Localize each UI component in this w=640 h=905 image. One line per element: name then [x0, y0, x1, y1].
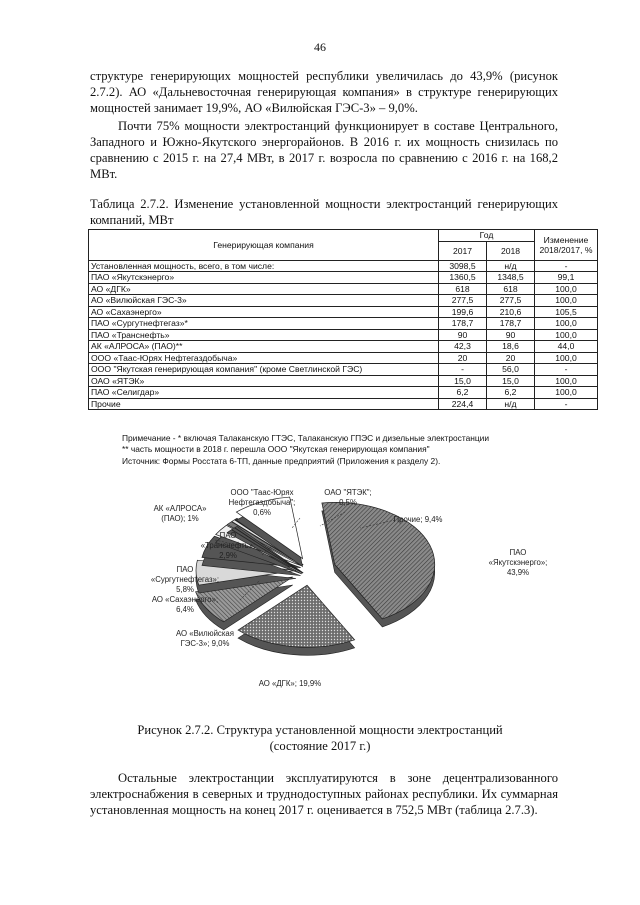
row-2018: 20: [487, 352, 535, 364]
header-year: Год: [439, 230, 535, 242]
row-2017: 224,4: [439, 398, 487, 410]
row-change: -: [535, 260, 598, 272]
row-change: 44,0: [535, 341, 598, 353]
table-row: [89, 306, 598, 318]
row-2017: 42,3: [439, 341, 487, 353]
table-row: [89, 352, 598, 364]
row-2018: 210,6: [487, 306, 535, 318]
pie-label-surgut: «Сургутнефтегаз»;: [150, 575, 220, 584]
table-row: [89, 283, 598, 295]
row-name: АО «Сахаэнерго»: [89, 306, 439, 318]
row-2018: 1348,5: [487, 272, 535, 284]
row-2017: 15,0: [439, 375, 487, 387]
row-name: ОАО «ЯТЭК»: [89, 375, 439, 387]
pie-label-saha: 6,4%: [176, 605, 194, 614]
pie-label-dgk: АО «ДГК»; 19,9%: [258, 679, 322, 688]
pie-label-yakutsk: ПАО: [509, 548, 527, 557]
figure-caption-line-1: Рисунок 2.7.2. Структура установленной мощности электростанций: [137, 723, 503, 737]
pie-chart: [0, 470, 640, 715]
row-2018: н/д: [487, 398, 535, 410]
row-name: Прочие: [89, 398, 439, 410]
row-name: ООО «Таас-Юрях Нефтегаздобыча»: [89, 352, 439, 364]
pie-label-vilyui: ГЭС-3»; 9,0%: [180, 639, 230, 648]
row-name: ООО "Якутская генерирующая компания" (кроме Светлинской ГЭС): [89, 364, 439, 376]
row-change: 100,0: [535, 318, 598, 330]
table-row: [89, 272, 598, 284]
table-note-3: Источник: Формы Росстата 6-ТП, данные предприятий (Приложения к разделу 2).: [122, 456, 441, 466]
header-2017: 2017: [439, 241, 487, 260]
pie-label-yatek: 0,5%: [339, 498, 357, 507]
table-row: [89, 260, 598, 272]
table-caption: Таблица 2.7.2. Изменение установленной мощности электростанций генерирующих компаний, МВт: [90, 197, 558, 227]
row-name: ПАО «Транснефть»: [89, 329, 439, 341]
table-note-2: ** часть мощности в 2018 г. перешла ООО "Якутская генерирующая компания": [122, 444, 430, 454]
pie-label-saha: АО «Сахаэнерго»;: [151, 595, 219, 604]
capacity-table: [88, 229, 598, 410]
row-change: -: [535, 364, 598, 376]
table-row: [89, 364, 598, 376]
row-name: АК «АЛРОСА» (ПАО)**: [89, 341, 439, 353]
row-2017: 1360,5: [439, 272, 487, 284]
pie-label-vilyui: АО «Вилюйская: [176, 629, 234, 638]
pie-label-trans: «Транснефть»;: [200, 541, 256, 550]
row-2018: 618: [487, 283, 535, 295]
row-2017: 3098,5: [439, 260, 487, 272]
row-change: 105,5: [535, 306, 598, 318]
header-2018: 2018: [487, 241, 535, 260]
row-2017: 20: [439, 352, 487, 364]
row-2018: 90: [487, 329, 535, 341]
row-2018: н/д: [487, 260, 535, 272]
table-row: [89, 295, 598, 307]
pie-label-surgut: 5,8%: [176, 585, 194, 594]
row-change: 100,0: [535, 375, 598, 387]
pie-label-surgut: ПАО: [176, 565, 194, 574]
row-name: Установленная мощность, всего, в том числе:: [89, 260, 439, 272]
pie-label-taas: Нефтегаздобыча";: [228, 498, 296, 507]
paragraph-1: структуре генерирующих мощностей республики увеличилась до 43,9% (рисунок 2.7.2). АО «Дальневосточная генерирующая компания» в структуре генерирующих мощностей занимает 19,9%, АО «Вилюйская ГЭС-3» – 9,0%.: [90, 69, 558, 115]
paragraph-2: Почти 75% мощности электростанций функционирует в составе Центрального, Западного и Южно-Якутского энергорайонов. В 2016 г. их мощность снизилась по сравнению с 2015 г. на 27,4 МВт, в 2017 г. возросла по сравнению с 2016 г. на 168,2 МВт.: [90, 119, 558, 181]
table-row: [89, 375, 598, 387]
pie-label-yatek: ОАО "ЯТЭК";: [324, 488, 372, 497]
page-number: 46: [314, 40, 326, 54]
row-name: ПАО «Селигдар»: [89, 387, 439, 399]
row-change: 99,1: [535, 272, 598, 284]
pie-label-yakutsk: «Якутскэнерго»;: [488, 558, 548, 567]
row-change: -: [535, 398, 598, 410]
row-2017: 178,7: [439, 318, 487, 330]
row-2018: 18,6: [487, 341, 535, 353]
row-name: ПАО «Сургутнефтегаз»*: [89, 318, 439, 330]
pie-label-other: Прочие; 9,4%: [393, 515, 443, 524]
table-row: [89, 318, 598, 330]
row-2017: -: [439, 364, 487, 376]
row-change: 100,0: [535, 283, 598, 295]
table-row: [89, 341, 598, 353]
header-change: Изменение 2018/2017, %: [535, 230, 598, 261]
pie-label-taas: ООО "Таас-Юрях: [230, 488, 294, 497]
row-2018: 178,7: [487, 318, 535, 330]
figure-caption-line-2: (состояние 2017 г.): [269, 739, 371, 753]
row-2018: 56,0: [487, 364, 535, 376]
pie-label-alrosa: АК «АЛРОСА»: [153, 504, 207, 513]
row-change: 100,0: [535, 329, 598, 341]
figure-caption: [0, 722, 640, 754]
pie-label-trans: ПАО: [219, 531, 237, 540]
row-2018: 15,0: [487, 375, 535, 387]
paragraph-3: Остальные электростанции эксплуатируются в зоне децентрализованного электроснабжения в северных и труднодоступных районах республики. Их суммарная установленная мощность на конец 2017 г. оценивается в 752,5 МВт (таблица 2.7.3).: [90, 771, 558, 817]
pie-label-alrosa: (ПАО); 1%: [161, 514, 199, 523]
row-name: ПАО «Якутскэнерго»: [89, 272, 439, 284]
row-2018: 277,5: [487, 295, 535, 307]
row-name: АО «ДГК»: [89, 283, 439, 295]
row-change: 100,0: [535, 295, 598, 307]
table-note-1: Примечание - * включая Талаканскую ГТЭС, Талаканскую ГПЭС и дизельные электростанции: [122, 433, 490, 443]
row-2018: 6,2: [487, 387, 535, 399]
row-2017: 618: [439, 283, 487, 295]
row-2017: 90: [439, 329, 487, 341]
row-2017: 199,6: [439, 306, 487, 318]
table-row: [89, 387, 598, 399]
header-company: Генерирующая компания: [89, 230, 439, 261]
pie-label-yakutsk: 43,9%: [506, 568, 530, 577]
table-row: [89, 329, 598, 341]
table-row: [89, 398, 598, 410]
row-change: 100,0: [535, 387, 598, 399]
pie-label-taas: 0,6%: [253, 508, 271, 517]
row-2017: 6,2: [439, 387, 487, 399]
row-change: 100,0: [535, 352, 598, 364]
row-2017: 277,5: [439, 295, 487, 307]
pie-label-trans: 2,9%: [219, 551, 237, 560]
row-name: АО «Вилюйская ГЭС-3»: [89, 295, 439, 307]
